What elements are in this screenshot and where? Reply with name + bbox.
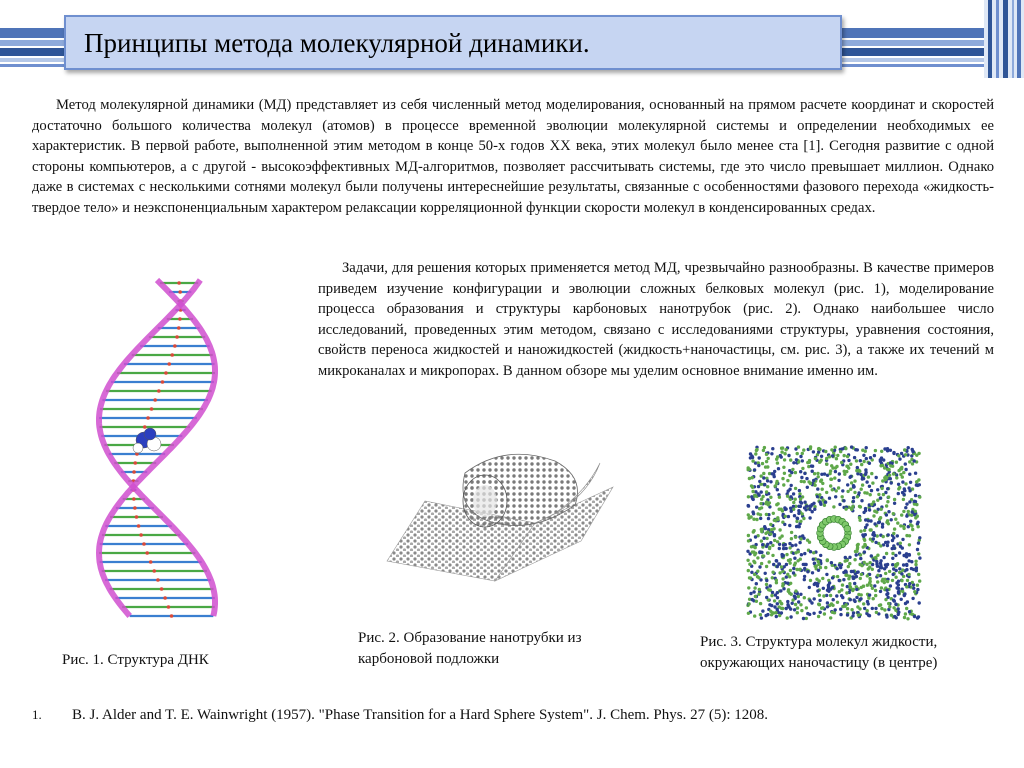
figure-1-caption: Рис. 1. Структура ДНК <box>62 652 209 668</box>
figure-3-caption: Рис. 3. Структура молекул жидкости, окружающих наночастицу (в центре) <box>700 634 938 671</box>
figure-2-caption: Рис. 2. Образование нанотрубки из карбоновой подложки <box>358 630 582 667</box>
paragraph-intro: Метод молекулярной динамики (МД) представляет из себя численный метод моделирования, основанный на прямом расчете координат и скоростей достаточно большого количества молекул (атомов) в процессе временной эволюции молекулярной системы и определении необходимых ее характеристик. В первой работе, выполненной этим методом в конце 50-х годов XX века, этих молекул было менее ста [1]. Сегодня развитие с одной стороны компьютеров, а с другой - высокоэффективных МД-алгоритмов, позволяет рассчитывать системы, где это число превышает миллион. Однако даже в системах с несколькими сотнями молекул были получены интереснейшие результаты, связанные с особенностями фазового перехода «жидкость-твердое тело» и неэкспоненциальным характером релаксации корреляционной функции скорости молекул в конденсированных средах. <box>32 97 994 216</box>
paragraph-tasks: Задачи, для решения которых применяется метод МД, чрезвычайно разнообразны. В качестве примеров приведем изучение конфигурации и эволюции сложных белковых молекул (рис. 1), моделирование процесса образования и структуры карбоновых нанотрубок (рис. 2). Однако наибольшее число исследований, проведенных этим методом, связано с исследованиями структуры, уравнения состояния, свойств переноса жидкостей и наножидкостей (жидкость+наночастицы, см. рис. 3), а также их течений м микроканалах и микропорах. В данном обзоре мы уделим основное внимание именно им. <box>318 260 994 379</box>
dna-helix-figure <box>72 272 242 624</box>
liquid-structure-figure <box>746 445 922 621</box>
reference-text: B. J. Alder and T. E. Wainwright (1957). "Phase Transition for a Hard Sphere System". J. Chem. Phys. 27 (5): 1208. <box>72 707 768 723</box>
title-box <box>64 15 842 70</box>
reference-number: 1. <box>32 707 42 722</box>
nanotube-figure <box>385 443 615 583</box>
header-corner-bars <box>984 0 1024 78</box>
slide-title: Принципы метода молекулярной динамики. <box>84 28 590 58</box>
